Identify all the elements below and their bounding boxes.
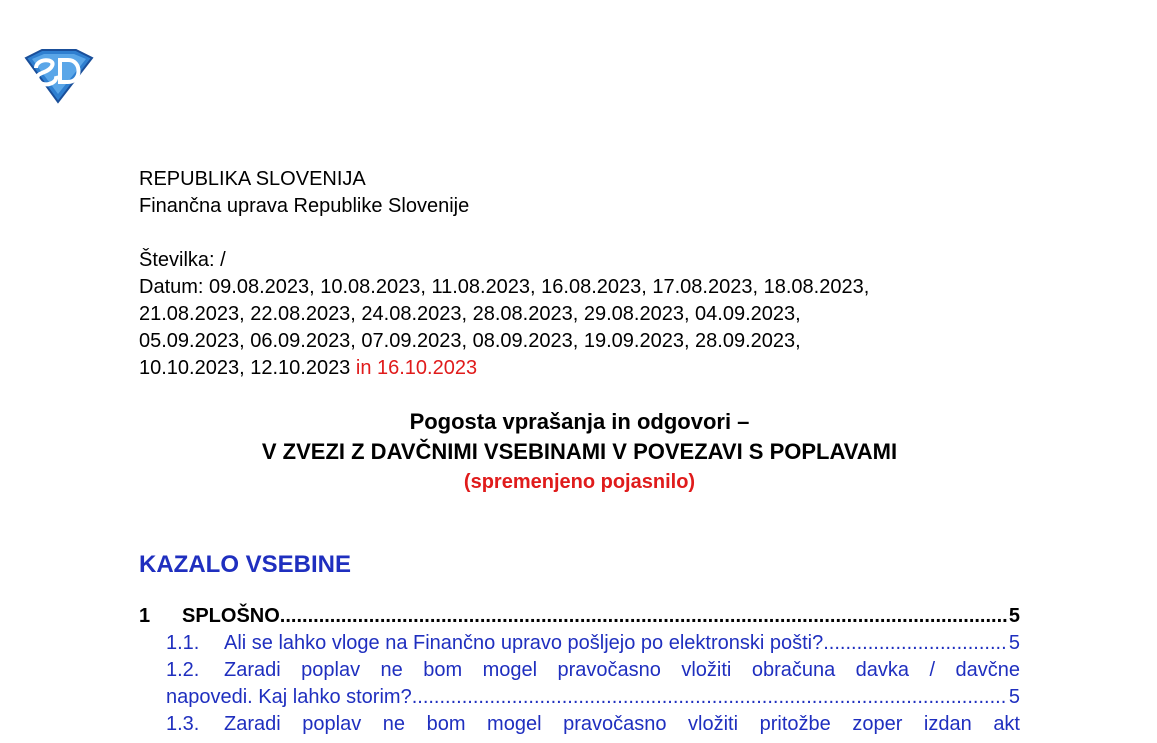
toc-item-line: [139, 711, 1020, 738]
title-subtitle: (spremenjeno pojasnilo): [463, 471, 696, 493]
document-title: [139, 407, 1020, 497]
toc-leader: [823, 630, 1007, 657]
toc-item-continuation: [139, 684, 1020, 711]
toc-section-1[interactable]: [139, 603, 1020, 630]
toc-item-1-3[interactable]: [139, 711, 1020, 738]
toc-item-number: 1.1.: [166, 632, 200, 654]
toc-item-number: 1.3.: [166, 713, 200, 735]
toc-item-label: Ali se lahko vloge na Finančno upravo pošljejo po elektronski pošti?: [224, 632, 824, 654]
toc-leader: [280, 603, 1007, 630]
document-number: Številka: /: [139, 249, 226, 271]
date-last-red: in 16.10.2023: [355, 357, 478, 379]
date-last-black: 10.10.2023, 12.10.2023: [139, 357, 356, 379]
toc-item-number: 1.2.: [166, 659, 200, 681]
date-line: Datum: 09.08.2023, 10.08.2023, 11.08.2023, 16.08.2023, 17.08.2023, 18.08.2023,: [139, 276, 870, 298]
toc-section-number: 1: [139, 605, 151, 627]
date-line-last: [139, 355, 1020, 382]
date-list: [139, 274, 1020, 382]
toc-heading: KAZALO VSEBINE: [139, 551, 352, 578]
toc-item-1-1[interactable]: [139, 630, 1020, 657]
date-line: 21.08.2023, 22.08.2023, 24.08.2023, 28.08.2023, 29.08.2023, 04.09.2023,: [139, 303, 801, 325]
title-line1: Pogosta vprašanja in odgovori –: [409, 409, 750, 434]
org-subname: Finančna uprava Republike Slovenije: [139, 195, 470, 217]
date-line: 05.09.2023, 06.09.2023, 07.09.2023, 08.09.2023, 19.09.2023, 28.09.2023,: [139, 330, 801, 352]
toc-leader: [412, 684, 1007, 711]
toc-page-number: 5: [1008, 686, 1020, 708]
fu-shield-logo-icon: [22, 48, 96, 104]
toc-item-label: Zaradi poplav ne bom mogel pravočasno vložiti obračuna davka / davčne: [224, 659, 1020, 681]
document-page: [139, 166, 1020, 738]
toc-item-1-2[interactable]: [139, 657, 1020, 711]
toc-section-label: SPLOŠNO: [182, 605, 280, 627]
title-line2: V ZVEZI Z DAVČNIMI VSEBINAMI V POVEZAVI S POPLAVAMI: [261, 439, 898, 464]
toc-item-label: Zaradi poplav ne bom mogel pravočasno vložiti pritožbe zoper izdan akt: [224, 713, 1020, 735]
toc-item-line: [139, 657, 1020, 684]
org-name: REPUBLIKA SLOVENIJA: [139, 168, 366, 190]
toc-page-number: 5: [1008, 605, 1020, 627]
toc-item-label-cont: napovedi. Kaj lahko storim?: [166, 686, 412, 708]
toc-page-number: 5: [1008, 632, 1020, 654]
